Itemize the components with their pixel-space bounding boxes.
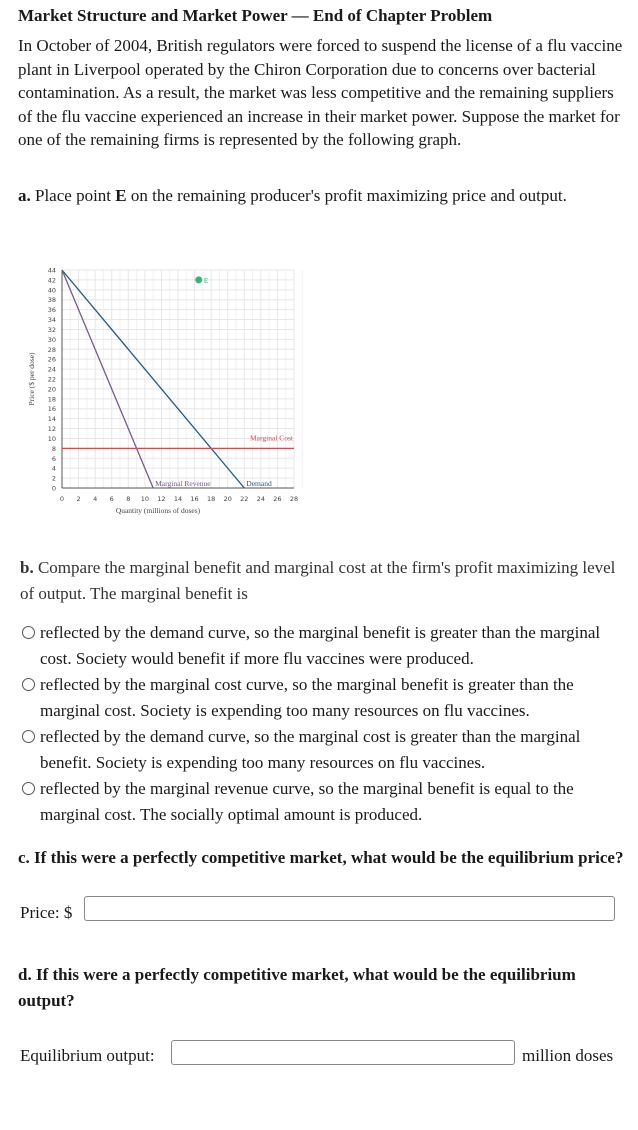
y-tick-label: 22 bbox=[47, 375, 56, 384]
y-tick-label: 24 bbox=[47, 365, 56, 374]
x-tick-label: 24 bbox=[256, 495, 265, 503]
y-tick-label: 40 bbox=[47, 286, 56, 295]
y-tick-label: 32 bbox=[47, 325, 56, 334]
radio-button[interactable] bbox=[22, 782, 35, 795]
option-label: reflected by the marginal revenue curve, so the marginal benefit is equal to the marginal cost. The socially optimal amount is produced. bbox=[40, 779, 574, 824]
question-a-point-name: E bbox=[115, 186, 127, 205]
x-tick-label: 20 bbox=[223, 495, 232, 503]
y-tick-label: 18 bbox=[47, 395, 56, 404]
x-tick-label: 26 bbox=[273, 495, 282, 503]
price-label: Price: $ bbox=[20, 903, 73, 922]
question-c-text: If this were a perfectly competitive market, what would be the equilibrium price? bbox=[34, 848, 624, 867]
question-d-letter: d. bbox=[18, 965, 32, 984]
y-tick-label: 26 bbox=[47, 355, 56, 364]
question-a-text-before: Place point bbox=[35, 186, 112, 205]
problem-intro: In October of 2004, British regulators were forced to suspend the license of a flu vaccine plant in Liverpool operated by the Chiron Corporation due to concerns over bacterial contamination. As a result, the market was less competitive and the remaining suppliers of the flu vaccine experienced an increase in their market power. Suppose the market for one of the remaining firms is represented by the following graph. bbox=[18, 36, 623, 150]
point-e-label: E bbox=[203, 275, 209, 285]
equilibrium-output-label: Equilibrium output: bbox=[20, 1046, 155, 1065]
question-d-text: If this were a perfectly competitive market, what would be the equilibrium output? bbox=[18, 965, 576, 1010]
option-label: reflected by the demand curve, so the marginal cost is greater than the marginal benefit. Society is expending too many resources on flu vaccines. bbox=[40, 727, 581, 772]
option-4[interactable] bbox=[18, 776, 618, 828]
x-tick-label: 0 bbox=[59, 495, 65, 503]
x-tick-label: 4 bbox=[93, 495, 98, 503]
radio-button[interactable] bbox=[22, 678, 35, 691]
point-e-marker[interactable] bbox=[195, 276, 202, 283]
y-tick-label: 44 bbox=[47, 266, 56, 275]
y-tick-label: 8 bbox=[51, 444, 56, 453]
y-tick-label: 12 bbox=[47, 425, 56, 434]
question-b-letter: b. bbox=[20, 558, 34, 577]
y-tick-label: 36 bbox=[47, 306, 56, 315]
y-tick-label: 4 bbox=[51, 464, 56, 473]
option-label: reflected by the demand curve, so the marginal benefit is greater than the marginal cost. Society would benefit if more flu vaccines were produced. bbox=[40, 623, 601, 668]
x-tick-label: 22 bbox=[240, 495, 249, 503]
question-a-text-after: on the remaining producer's profit maximizing price and output. bbox=[130, 186, 567, 205]
y-tick-label: 2 bbox=[51, 474, 56, 483]
y-tick-label: 10 bbox=[47, 434, 56, 443]
x-tick-label: 6 bbox=[109, 495, 114, 503]
price-input[interactable] bbox=[84, 896, 615, 921]
marginal-cost-label: Marginal Cost bbox=[250, 433, 293, 443]
equilibrium-output-input[interactable] bbox=[171, 1040, 515, 1065]
option-label: reflected by the marginal cost curve, so the marginal benefit is greater than the marginal cost. Society is expending too many resources on flu vaccines. bbox=[40, 675, 574, 720]
y-tick-label: 0 bbox=[51, 484, 56, 493]
question-b bbox=[20, 555, 620, 607]
radio-button[interactable] bbox=[22, 626, 35, 639]
y-tick-label: 20 bbox=[47, 385, 56, 394]
x-tick-label: 12 bbox=[157, 495, 166, 503]
page-title: Market Structure and Market Power — End of Chapter Problem bbox=[18, 6, 493, 25]
y-tick-label: 30 bbox=[47, 335, 56, 344]
marginal-revenue-label: Marginal Revenue bbox=[155, 479, 211, 488]
chart-grid bbox=[62, 270, 302, 488]
x-tick-label: 18 bbox=[207, 495, 216, 503]
y-tick-label: 16 bbox=[47, 405, 56, 414]
option-3[interactable] bbox=[18, 724, 618, 776]
x-tick-label: 8 bbox=[126, 495, 131, 503]
x-tick-label: 14 bbox=[173, 495, 183, 503]
y-axis-label: Price ($ per dose) bbox=[27, 352, 36, 406]
equilibrium-output-unit: million doses bbox=[522, 1046, 614, 1065]
x-tick-label: 10 bbox=[140, 495, 149, 503]
question-a-letter: a. bbox=[18, 186, 31, 205]
question-c-letter: c. bbox=[18, 848, 30, 867]
y-tick-label: 34 bbox=[47, 316, 56, 325]
question-a bbox=[18, 186, 626, 206]
x-axis-label: Quantity (millions of doses) bbox=[115, 506, 201, 515]
question-b-text: Compare the marginal benefit and marginal cost at the firm's profit maximizing level of output. The marginal benefit is bbox=[20, 558, 616, 603]
question-d bbox=[18, 962, 618, 1014]
option-1[interactable] bbox=[18, 620, 618, 672]
x-tick-label: 16 bbox=[190, 495, 199, 503]
y-tick-label: 6 bbox=[51, 454, 56, 463]
y-tick-label: 28 bbox=[47, 345, 56, 354]
y-tick-label: 42 bbox=[47, 276, 56, 285]
chart-points[interactable] bbox=[195, 276, 209, 285]
market-graph[interactable] bbox=[24, 262, 314, 522]
y-tick-label: 38 bbox=[47, 296, 56, 305]
demand-label: Demand bbox=[246, 479, 272, 488]
option-2[interactable] bbox=[18, 672, 618, 724]
question-c bbox=[18, 848, 628, 868]
y-tick-label: 14 bbox=[47, 415, 56, 424]
radio-button[interactable] bbox=[22, 730, 35, 743]
x-tick-label: 28 bbox=[289, 495, 299, 503]
x-tick-label: 2 bbox=[76, 495, 81, 503]
